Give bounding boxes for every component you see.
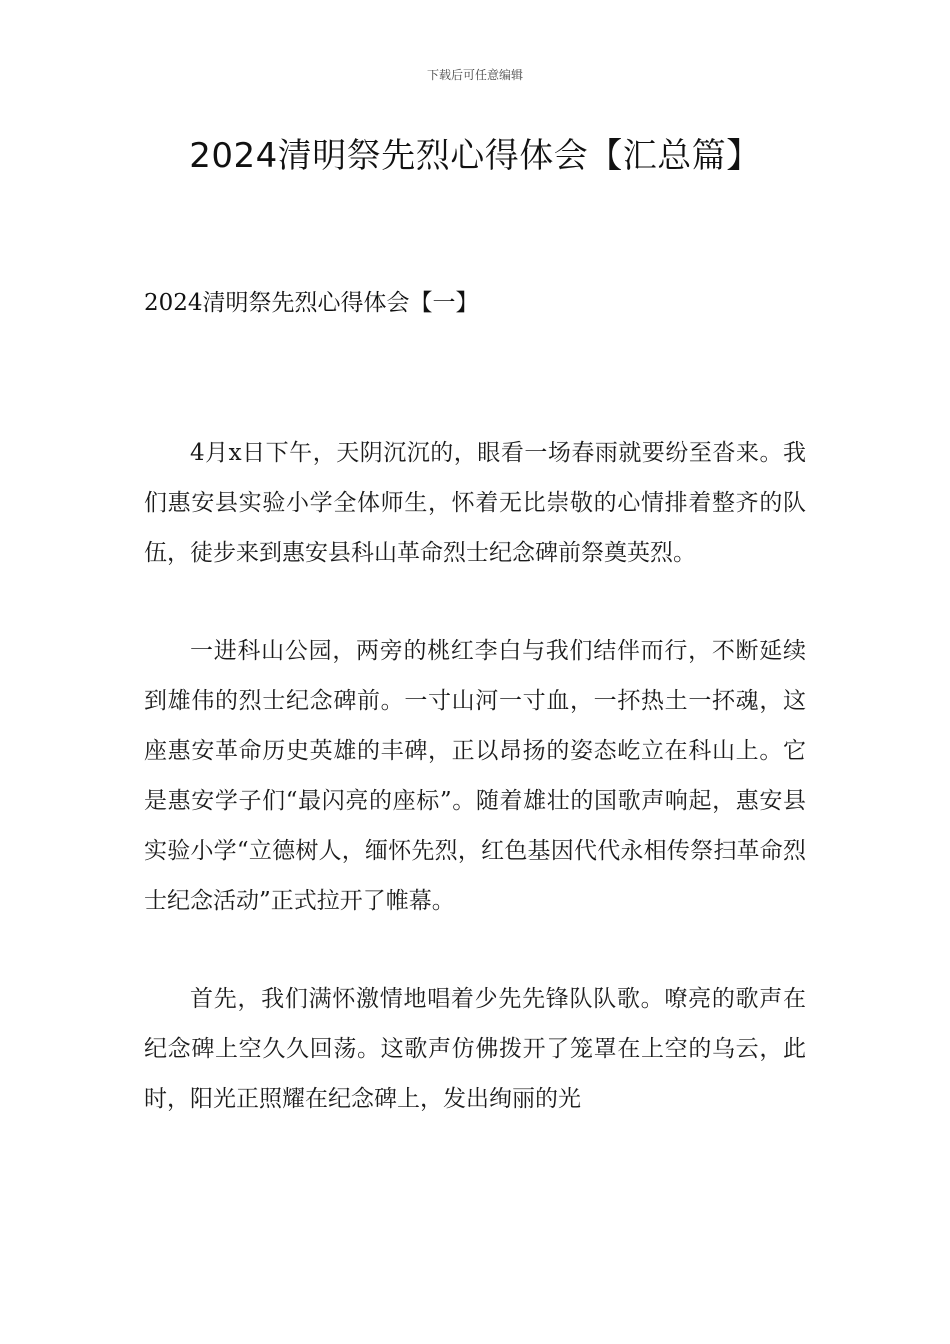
section-heading: 2024清明祭先烈心得体会【一】	[144, 290, 479, 316]
document-title: 2024清明祭先烈心得体会【汇总篇】	[189, 136, 761, 176]
paragraph-3: 首先，我们满怀激情地唱着少先先锋队队歌。嘹亮的歌声在纪念碑上空久久回荡。这歌声仿佛拨开了笼罩在上空的乌云，此时，阳光正照耀在纪念碑上，发出绚丽的光	[144, 986, 806, 1112]
document-body	[144, 428, 806, 1172]
paragraph-2: 一进科山公园，两旁的桃红李白与我们结伴而行，不断延续到雄伟的烈士纪念碑前。一寸山河一寸血，一抔热土一抔魂，这座惠安革命历史英雄的丰碑，正以昂扬的姿态屹立在科山上。它是惠安学子们“最闪亮的座标”。随着雄壮的国歌声响起，惠安县实验小学“立德树人，缅怀先烈，红色基因代代永相传祭扫革命烈士纪念活动”正式拉开了帷幕。	[144, 638, 806, 914]
paragraph-1: 4月x日下午，天阴沉沉的，眼看一场春雨就要纷至沓来。我们惠安县实验小学全体师生，怀着无比崇敬的心情排着整齐的队伍，徒步来到惠安县科山革命烈士纪念碑前祭奠英烈。	[144, 440, 806, 566]
header-note: 下载后可任意编辑	[426, 68, 523, 82]
